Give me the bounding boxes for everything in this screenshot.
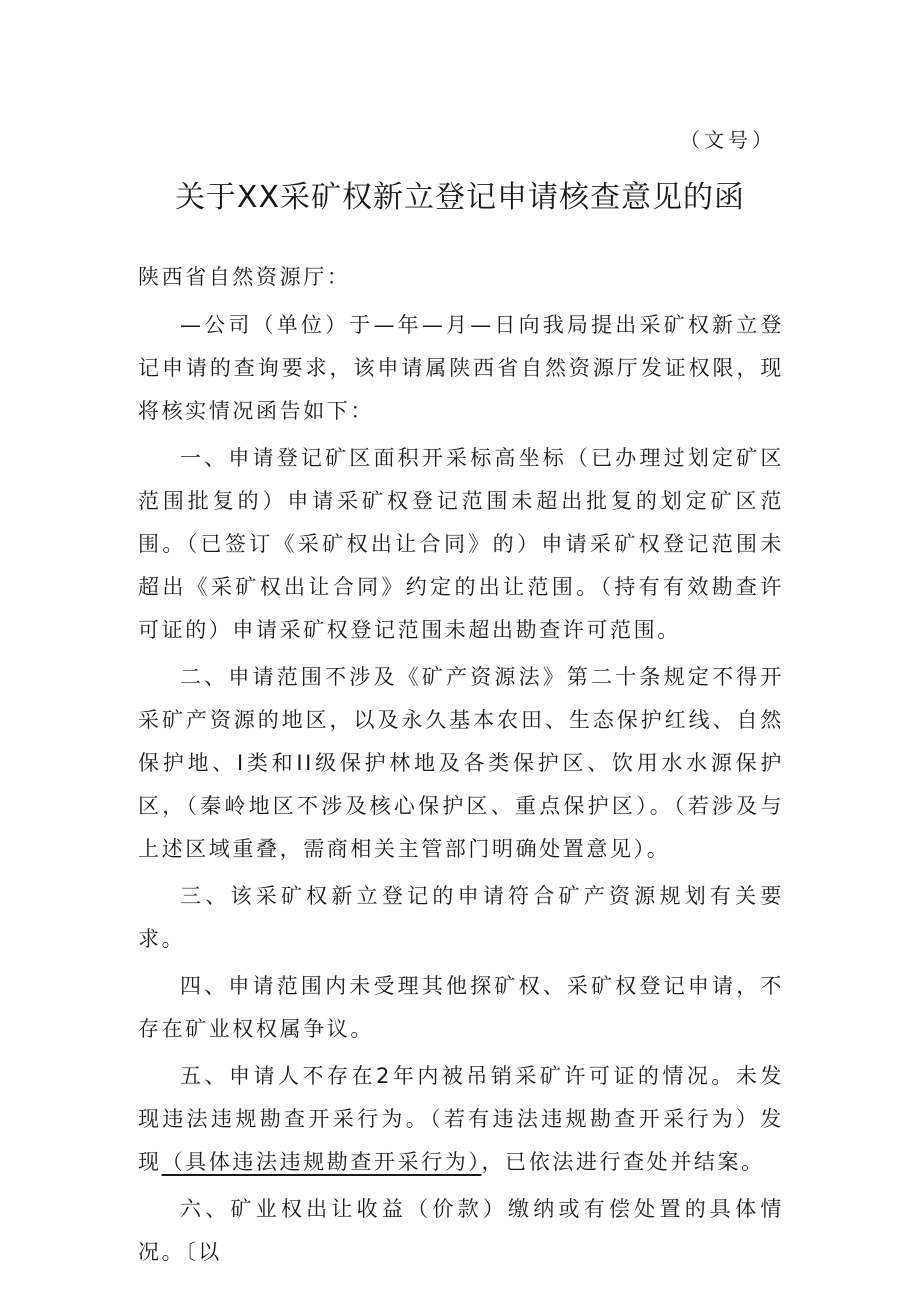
document-number: （文号）: [680, 128, 776, 152]
paragraph-intro: —公司（单位）于—年—月—日向我局提出采矿权新立登记申请的查询要求，该申请属陕西省自然资源厅发证权限，现将核实情况函告如下：: [138, 313, 784, 423]
salutation: 陕西省自然资源厅：: [138, 265, 351, 289]
paragraph-5: [138, 1055, 784, 1184]
paragraph-4: 四、申请范围内未受理其他探矿权、采矿权登记申请，不存在矿业权权属争议。: [138, 974, 784, 1041]
paragraph-1: 一、申请登记矿区面积开采标高坐标（已办理过划定矿区范围批复的）申请采矿权登记范围未超出批复的划定矿区范围。（已签订《采矿权出让合同》的）申请采矿权登记范围未超出《采矿权出让合同》约定的出让范围。（持有有效勘查许可证的）申请采矿权登记范围未超出勘查许可范围。: [138, 446, 784, 642]
paragraph-5-text-b: ，已依法进行查处并结案。: [481, 1150, 765, 1174]
paragraph-5-text-a: 五、申请人不存在2年内被吊销采矿许可证的情况。未发现违法违规勘查开采行为。（若有违法违规勘查开采行为）发现: [138, 1064, 784, 1174]
document-title: 关于XX采矿权新立登记申请核查意见的函: [174, 180, 746, 215]
paragraph-3: 三、该采矿权新立登记的申请符合矿产资源规划有关要求。: [138, 884, 784, 951]
paragraph-5-underlined: （具体违法违规勘查开采行为）: [161, 1150, 482, 1174]
paragraph-2: 二、申请范围不涉及《矿产资源法》第二十条规定不得开采矿产资源的地区，以及永久基本农田、生态保护红线、自然保护地、I类和II级保护林地及各类保护区、饮用水水源保护区，（秦岭地区不涉及核心保护区、重点保护区）。（若涉及与上述区域重叠，需商相关主管部门明确处置意见）。: [138, 665, 784, 861]
document-body: [138, 256, 784, 1274]
paragraph-6: 六、矿业权出让收益（价款）缴纳或有偿处置的具体情况。〔以: [138, 1197, 784, 1264]
